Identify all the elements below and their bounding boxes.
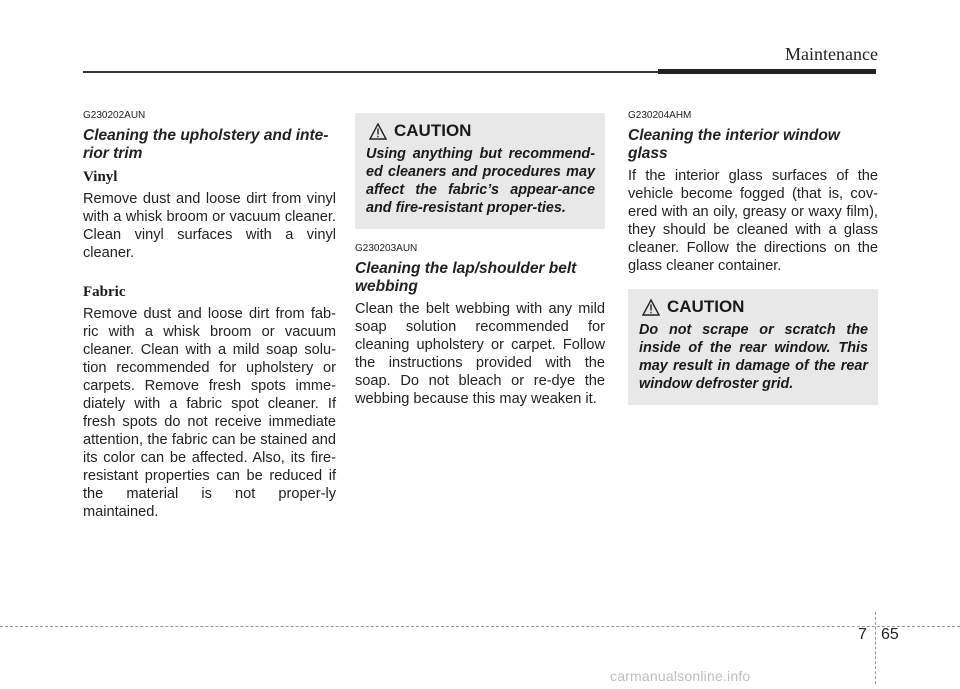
- footer-rule: [0, 626, 960, 627]
- caution-title: CAUTION: [667, 297, 745, 316]
- section-heading: Cleaning the interior window glass: [628, 127, 840, 162]
- page-number: 65: [881, 626, 899, 643]
- caution-text: Using anything but recommend-ed cleaners and procedures may affect the fabric’s appear-ance and fire-resistant proper-ties.: [366, 146, 595, 216]
- section-code: G230202AUN: [83, 110, 146, 121]
- chapter-number: 7: [858, 626, 867, 643]
- caution-title: CAUTION: [394, 121, 472, 140]
- vinyl-paragraph: Remove dust and loose dirt from vinyl with a whisk broom or vacuum cleaner. Clean vinyl surfaces with a vinyl cleaner.: [83, 191, 336, 261]
- column-window: [628, 110, 878, 405]
- watermark: carmanualsonline.info: [610, 668, 751, 684]
- warning-triangle-icon: [369, 123, 387, 140]
- belt-paragraph: Clean the belt webbing with any mild soap solution recommended for cleaning upholstery or carpet. Follow the instructions provided with the soap. Do not bleach or re-dye the webbing because this may weaken it.: [355, 301, 605, 407]
- column-upholstery: [83, 110, 336, 521]
- section-code: G230203AUN: [355, 243, 418, 254]
- fabric-paragraph: Remove dust and loose dirt from fab-ric with a whisk broom or vacuum cleaner. Clean with a mild soap solu-tion recommended for upholstery or carpets. Remove fresh spots imme-diately with a fabric spot cleaner. If fresh spots do not receive immediate attention, the fabric can be stained and its color can be affected. Also, its fire-resistant properties can be reduced if the material is not proper-ly maintained.: [83, 306, 336, 520]
- warning-triangle-icon: [642, 299, 660, 316]
- section-heading: Cleaning the lap/shoulder belt webbing: [355, 260, 577, 295]
- section-heading: Cleaning the upholstery and inte-rior trim: [83, 127, 329, 162]
- header-rule-accent: [658, 69, 876, 74]
- vinyl-subheading: Vinyl: [83, 169, 118, 185]
- section-title: Maintenance: [785, 44, 878, 64]
- window-paragraph: If the interior glass surfaces of the vehicle become fogged (that is, cov-ered with an oily, greasy or waxy film), they should be cleaned with a glass cleaner. Follow the directions on the glass cleaner container.: [628, 168, 878, 274]
- caution-text: Do not scrape or scratch the inside of the rear window. This may result in damage of the rear window defroster grid.: [639, 322, 868, 392]
- column-belt: [355, 113, 605, 408]
- fabric-subheading: Fabric: [83, 284, 126, 300]
- header-rule: [83, 71, 663, 73]
- page-number-separator: [875, 612, 876, 684]
- section-code: G230204AHM: [628, 110, 692, 121]
- caution-box: [355, 113, 605, 229]
- caution-box: [628, 289, 878, 405]
